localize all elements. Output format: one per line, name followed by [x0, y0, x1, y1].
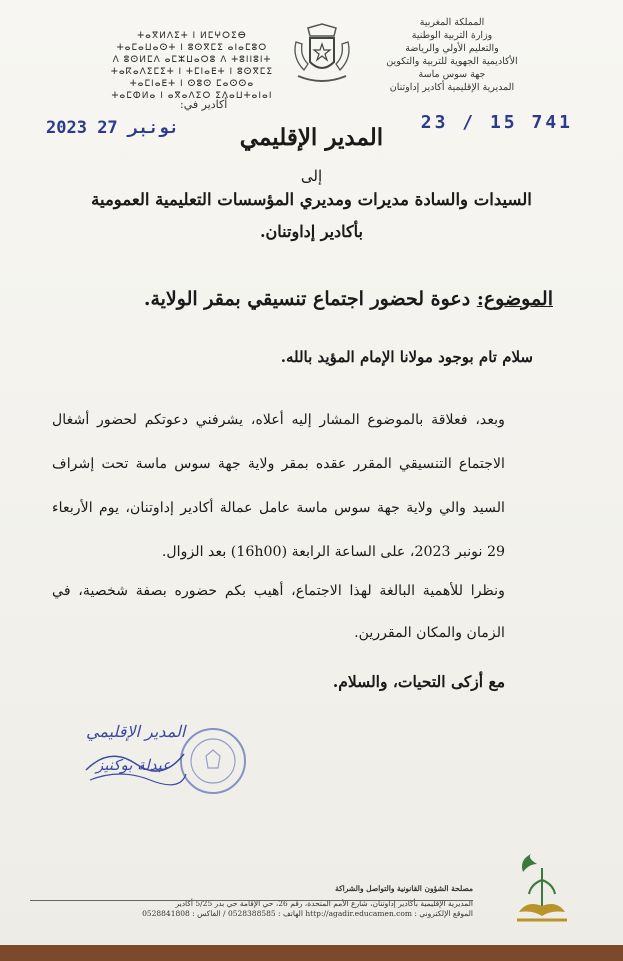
- header-arabic: [337, 16, 567, 94]
- header-line: والتعليم الأولي والرياضة: [405, 43, 499, 54]
- reference-stamp: 23 / 15 741: [420, 112, 573, 133]
- footer-department: مصلحة الشؤون القانونية والتواصل والشراكة: [335, 884, 473, 893]
- header-tifinagh: [92, 30, 292, 102]
- recipient: السيدات والسادة مديرات ومديري المؤسسات التعليمية العمومية: [91, 190, 532, 209]
- header-line: ⴷ ⵓⵙⵍⵎⴷ ⴰⵎⵣⵡⴰⵔⵓ ⴷ ⵜⵓⵏⵏⵓⵏⵜ: [112, 55, 272, 65]
- ministry-logo-icon: [509, 850, 575, 930]
- header-line: ⵜⴰⴳⵍⴷⵉⵜ ⵏ ⵍⵎⵖⵔⵉⴱ: [137, 31, 247, 41]
- header-line: المملكة المغربية: [419, 17, 485, 28]
- place-label: أكادير في:: [180, 98, 228, 111]
- date-stamp: 2023 نونبر 27: [46, 118, 180, 138]
- header-line: المديرية الإقليمية أكادير إداوتنان: [389, 82, 515, 93]
- header-line: وزارة التربية الوطنية: [411, 30, 493, 41]
- signature-scribble-icon: [80, 740, 190, 790]
- header-line: ⵜⴰⵎⵏⴰⴹⵜ ⵏ ⵙⵓⵙ ⵎⴰⵙⵙⴰ: [129, 79, 255, 89]
- paragraph-1: وبعد، فعلاقة بالموضوع المشار إليه أعلاه، يشرفني دعوتكم لحضور أشغال الاجتماع التنسيقي المقرر عقده بمقر ولاية جهة سوس ماسة تحت إشراف السيد والي ولاية جهة سوس ماسة عامل عمالة أكادير إداوتنان، يوم الأربعاء 29 نونبر 2023، على الساعة الرابعة (16h00) بعد الزوال.: [52, 412, 505, 560]
- header-line: الأكاديمية الجهوية للتربية والتكوين: [386, 56, 518, 67]
- header-line: ⵜⴰⵎⵀⵍⴰ ⵏ ⴰⴳⴰⴷⵉⵔ ⵉⴷⴰⵡⵜⴰⵏⴰⵏ: [111, 91, 273, 101]
- coat-of-arms-icon: [288, 22, 356, 88]
- footer: [30, 884, 473, 920]
- subject-text: دعوة لحضور اجتماع تنسيقي بمقر الولاية.: [143, 288, 471, 310]
- signature-title: المدير الإقليمي: [86, 722, 186, 741]
- header-line: ⵜⴰⵎⴰⵡⴰⵙⵜ ⵏ ⵓⵙⴳⵎⵉ ⴰⵏⴰⵎⵓⵔ: [116, 43, 268, 53]
- background-surface: [0, 945, 623, 961]
- footer-address: المديرية الإقليمية بأكادير إداوتنان، شارع الأمم المتحدة، رقم 26، حي الإقامة حي بدر 5/25 أكادير: [175, 898, 473, 908]
- subject-line: [144, 288, 553, 310]
- to-label: إلى: [300, 167, 323, 185]
- header-line: جهة سوس ماسة: [418, 69, 486, 80]
- footer-divider: [30, 900, 473, 901]
- paragraph-2: ونظرا للأهمية البالغة لهذا الاجتماع، أهيب بكم حضوره بصفة شخصية، في الزمان والمكان المقررين.: [52, 583, 505, 641]
- signature-name: عبدلة بوكنيز: [96, 756, 172, 774]
- footer-contact: الموقع الإلكتروني : http://agadir.educamen.com الهاتف : 0528388585 / الفاكس : 0528841808: [142, 909, 473, 918]
- sender-title: المدير الإقليمي: [239, 124, 384, 151]
- subject-label: الموضوع:: [476, 288, 553, 310]
- recipient-city: بأكادير إداوتنان.: [259, 222, 363, 241]
- greeting: سلام تام بوجود مولانا الإمام المؤيد بالله.: [280, 348, 533, 366]
- header-line: ⵜⴰⴽⴰⴷⵉⵎⵉⵜ ⵏ ⵜⵎⵏⴰⴹⵜ ⵏ ⵓⵙⴳⵎⵉ: [110, 67, 274, 77]
- closing: مع أزكى التحيات، والسلام.: [332, 672, 505, 691]
